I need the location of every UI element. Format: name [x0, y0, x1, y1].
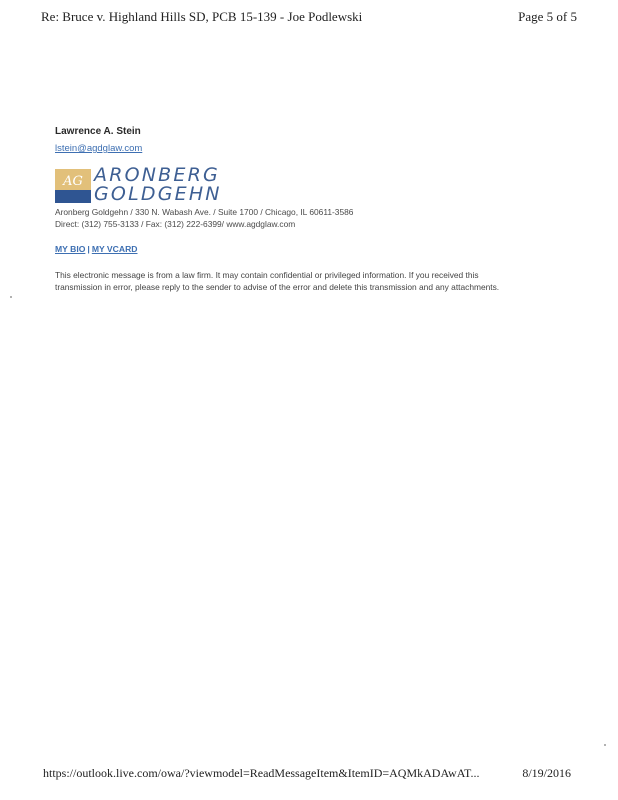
logo-monogram: AG [63, 174, 83, 189]
scan-speck [10, 296, 12, 298]
legal-disclaimer [55, 269, 565, 293]
page-url: https://outlook.live.com/owa/?viewmodel=ReadMessageItem&ItemID=AQMkADAwAT... [43, 766, 480, 780]
signature-links [55, 243, 575, 255]
page-number: Page 5 of 5 [518, 9, 577, 24]
signer-email-link[interactable]: lstein@agdglaw.com [55, 143, 143, 154]
link-separator: | [87, 244, 90, 254]
print-header [41, 9, 577, 25]
disclaimer-line-2: transmission in error, please reply to the sender to advise of the error and delete this transmission and any attachments. [55, 282, 500, 292]
signer-name: Lawrence A. Stein [55, 126, 141, 137]
scan-speck [604, 744, 606, 746]
print-footer [43, 766, 571, 781]
firm-logo-mark [55, 169, 91, 203]
logo-line-2: GOLDGEHN [94, 183, 222, 205]
my-bio-link[interactable]: MY BIO [55, 244, 86, 254]
firm-address: Aronberg Goldgehn / 330 N. Wabash Ave. / Suite 1700 / Chicago, IL 60611-3586 [55, 207, 354, 217]
firm-contact: Direct: (312) 755-3133 / Fax: (312) 222-6399/ www.agdglaw.com [55, 219, 296, 229]
firm-logo-wordmark [94, 166, 222, 204]
email-signature [55, 125, 575, 293]
logo-line-1: ARONBERG [94, 164, 220, 186]
firm-logo [55, 166, 575, 206]
disclaimer-line-1: This electronic message is from a law firm. It may contain confidential or privileged information. If you received this [55, 270, 479, 280]
document-title: Re: Bruce v. Highland Hills SD, PCB 15-139 - Joe Podlewski [41, 9, 363, 24]
my-vcard-link[interactable]: MY VCARD [91, 244, 138, 254]
print-date: 8/19/2016 [522, 766, 571, 780]
